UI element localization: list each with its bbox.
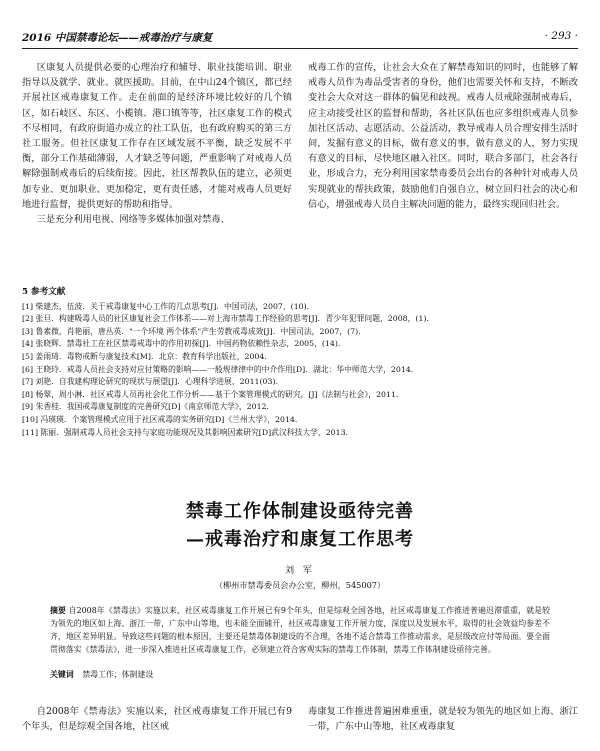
- article-body-left: [22, 704, 292, 734]
- author: 刘 军: [285, 566, 315, 576]
- article-title: 禁毒工作体制建设亟待完善: [186, 501, 414, 522]
- reference-item: [8] 杨翠，周小淋．社区戒毒人员再社会化工作分析——基于个案管理模式的研究，[J]《法制与社会》，2011．: [22, 389, 404, 399]
- journal-title: 2016 中国禁毒论坛——戒毒治疗与康复: [22, 32, 213, 44]
- keywords-text: 禁毒工作；体制建设: [82, 670, 154, 679]
- paragraph: 区康复人员提供必要的心理治疗和辅导、职业技能培训、职业指导以及就学、就业、就医援助。目前，在中山24个镇区，都已经开展社区戒毒康复工作。走在前面的是经济环境比较好的几个镇区，如石岐区、东区、小榄镇、港口镇等等，社区康复工作的模式不尽相同，有政府街道办成立的社工队伍，也有政府购买的第三方社工服务。但社区康复工作存在区域发展不平衡，缺乏发展不平衡，部分工作基础薄弱，人才缺乏等问题，严重影响了对戒毒人员解除强制戒毒后的后续衔接。因此，社区帮教队伍的建立，必须更加专业、更加职业、更加稳定，更有责任感，才能对戒毒人员更好地进行监督，提供更好的帮助和指导。: [22, 62, 292, 210]
- keywords-label: 关键词: [50, 670, 74, 679]
- reference-item: [2] 张旦．构建吸毒人员的社区康复社会工作体系——对上海市禁毒工作经验的思考[J]．青少年犯罪问题，2008，(1)．: [22, 314, 435, 324]
- running-header: [22, 30, 578, 49]
- abstract: [50, 604, 550, 656]
- reference-item: [11] 陈丽．强制戒毒人员社会支持与家庭功能现况及其影响因素研究[D]武汉科技大学，2013．: [22, 427, 354, 437]
- reference-item: [9] 朱香桂．我国戒毒康复制度的完善研究[D]《南京师范大学》，2012．: [22, 402, 275, 412]
- reference-item: [6] 王晓玲．戒毒人员社会支持对应付策略的影响——一般规律律中的中介作用[D]．湖北：华中师范大学，2014．: [22, 364, 419, 374]
- paragraph: 三是充分利用电视、网络等多媒体加强对禁毒、: [36, 214, 230, 226]
- right-column: [308, 60, 578, 212]
- reference-item: [4] 张晓辉．禁毒社工在社区禁毒戒毒中的作用初探[J]．中国药物依赖性杂志，2005，(14)．: [22, 339, 346, 349]
- reference-item: [1] 柴建杰，伍波．关于戒毒康复中心工作的几点思考[J]．中国司法，2007，(10)．: [22, 301, 315, 311]
- article-body-right: [308, 704, 578, 734]
- reference-item: [5] 姜雨琦．毒物戒断与康复技术[M]．北京：教育科学出版社，2004．: [22, 351, 273, 361]
- paragraph: 自2008年《禁毒法》实施以来，社区戒毒康复工作开展已有9个年头，但是综观全国各地，社区戒: [22, 706, 292, 732]
- abstract-text: 自2008年《禁毒法》实施以来，社区戒毒康复工作开展已有9个年头，但是综观全国各地，社区戒毒康复工作推进普遍迟滞重重，就是较为领先的地区如上海、浙江一带，广东中山等地，也未能全面铺开，社区戒毒康复工作开展力度，深度以及发展水平，取得的社会效益均参差不齐，地区差异明显。导致这些问题的根本原因，主要还是禁毒体制建设的不合理，各地不适合禁毒工作推动需求，是层级改应付等局面。要全面贯彻落实《禁毒法》，进一步深入推进社区戒毒康复工作，必须建立符合客观实际的禁毒工作体制，禁毒工作体制建设亟待完善。: [50, 606, 550, 654]
- abstract-label: 摘要: [50, 606, 67, 615]
- references-section: [22, 286, 578, 439]
- reference-item: [7] 刘艳．自我建构理论研究的现状与展望[J]．心理科学进展，2011(03)．: [22, 377, 284, 387]
- references-heading: 5 参考文献: [22, 287, 66, 297]
- paragraph: 戒毒工作的宣传，让社会大众在了解禁毒知识的同时，也能够了解戒毒人员作为毒品受害者的身份，他们也需要关怀和支持，不断改变社会大众对这一群体的偏见和歧视。戒毒人员戒除强制戒毒后，应主动接受社区的监督和帮助，各社区队伍也应多组织戒毒人员参加社区活动、志愿活动、公益活动，教导戒毒人员合理安排生活时间，发掘有意义的目标，做有意义的事，做有意义的人，努力实现有意义的目标，尽快地区融入社区。同时，联合多部门，社会各行业，形成合力，充分利用国家禁毒委员会出台的各种针对戒毒人员实现就业的帮扶政策，鼓励他们自强自立，树立回归社会的决心和信心，增强戒毒人员自主解决问题的能力，最终实现回归社会。: [308, 62, 578, 210]
- article-subtitle: —戒毒治疗和康复工作思考: [186, 529, 414, 550]
- reference-item: [10] 冯瑛瑛．个案管理模式应用于社区戒毒的实务研究[D]《兰州大学》，2014．: [22, 414, 303, 424]
- keywords: [50, 668, 550, 681]
- page-number: · 293 ·: [544, 30, 578, 42]
- left-column: [22, 60, 292, 227]
- reference-item: [3] 鲁素微，肖艳丽，唐丛英．"一个环境 两个体系"产生劳教戒毒成效[J]．中国司法，2007，(7)．: [22, 326, 366, 336]
- affiliation: （柳州市禁毒委员会办公室，柳州，545007）: [214, 580, 386, 590]
- paragraph: 毒康复工作推进普遍困难重重，就是较为领先的地区如上海、浙江一带，广东中山等地，社区戒毒康复: [308, 706, 578, 732]
